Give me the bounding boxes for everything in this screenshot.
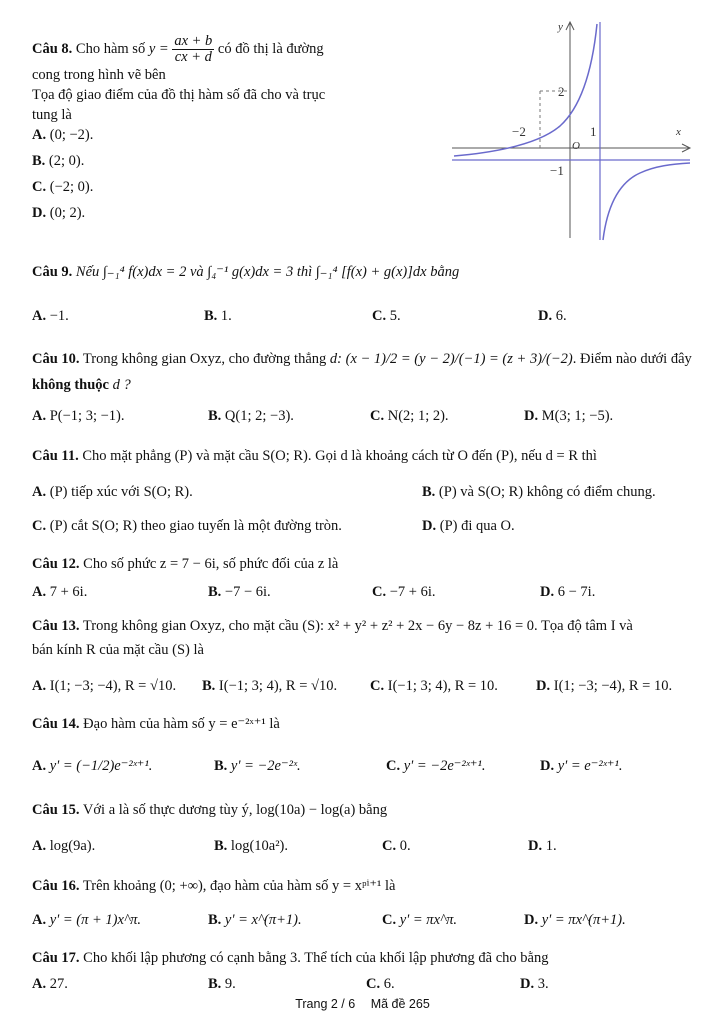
fraction-numerator: ax + b [174, 33, 213, 49]
option-a[interactable]: A. (P) tiếp xúc với S(O; R). [32, 484, 193, 500]
page-footer [0, 997, 725, 1011]
question-label: Câu 17. [32, 950, 80, 966]
option-c[interactable]: C. N(2; 1; 2). [370, 408, 449, 424]
question-14 [32, 714, 695, 734]
option-c[interactable]: C. (P) cắt S(O; R) theo giao tuyến là một đường tròn. [32, 518, 342, 534]
question-12 [32, 554, 695, 574]
option-d[interactable]: D. M(3; 1; −5). [524, 408, 614, 424]
q10-options [32, 408, 695, 430]
q11-options-row1 [32, 484, 695, 506]
option-c[interactable]: C. −7 + 6i. [372, 584, 436, 600]
option-a[interactable]: A. 7 + 6i. [32, 584, 88, 600]
option-c[interactable]: C. (−2; 0). [32, 179, 94, 195]
option-b[interactable]: B. 1. [204, 308, 232, 324]
question-text: Cho hàm số [75, 40, 146, 57]
q11-options-row2 [32, 518, 695, 540]
question-16 [32, 876, 695, 896]
option-a[interactable]: A. 27. [32, 976, 68, 992]
option-b[interactable]: B. 9. [208, 976, 236, 992]
option-d[interactable]: D. 1. [528, 838, 557, 854]
q8-options [32, 122, 232, 226]
option-a[interactable]: A. (0; −2). [32, 127, 94, 143]
option-a[interactable]: A. y' = (π + 1)x^π. [32, 912, 141, 928]
question-label: Câu 14. [32, 716, 80, 732]
option-c[interactable]: C. I(−1; 3; 4), R = 10. [370, 678, 498, 694]
function-fraction [172, 34, 214, 65]
question-text: có đồ thị là đường [217, 40, 324, 57]
question-text: Trên khoảng (0; +∞), đạo hàm của hàm số y = xᵖⁱ⁺¹ là [82, 878, 396, 894]
question-text: Tọa độ giao điểm của đồ thị hàm số đã cho và trục [32, 87, 326, 103]
question-text: d ? [112, 377, 131, 393]
option-c[interactable]: C. 6. [366, 976, 395, 992]
tick-label: −1 [550, 163, 564, 178]
question-text: Trong không gian Oxyz, cho mặt cầu (S): x² + y² + z² + 2x − 6y − 8z + 16 = 0. Tọa độ tâm I và [82, 618, 633, 634]
option-d[interactable]: D. 6 − 7i. [540, 584, 596, 600]
x-axis-label: x [676, 126, 681, 138]
question-label: Câu 10. [32, 351, 80, 367]
option-d[interactable]: D. y' = e⁻²ˣ⁺¹. [540, 758, 623, 774]
option-c[interactable]: C. y' = −2e⁻²ˣ⁺¹. [386, 758, 486, 774]
option-d[interactable]: D. y' = πx^(π+1). [524, 912, 626, 928]
question-13 [32, 614, 695, 662]
q9-options [32, 308, 695, 330]
question-17 [32, 948, 695, 968]
question-text: . Điểm nào dưới đây [572, 351, 692, 367]
question-text: tung là [32, 107, 72, 123]
option-a[interactable]: A. y' = (−1/2)e⁻²ˣ⁺¹. [32, 758, 153, 774]
question-label: Câu 13. [32, 618, 80, 634]
question-text: Với a là số thực dương tùy ý, log(10a) − log(a) bằng [82, 802, 388, 818]
exam-code: Mã đề 265 [370, 997, 430, 1011]
option-a[interactable]: A. −1. [32, 308, 69, 324]
fraction-denominator: cx + d [174, 49, 212, 65]
question-text: Trong không gian Oxyz, cho đường thẳng [82, 351, 327, 367]
option-d[interactable]: D. (P) đi qua O. [422, 518, 515, 534]
option-b[interactable]: B. (2; 0). [32, 153, 85, 169]
tick-label: 1 [590, 124, 597, 139]
question-text: Nếu ∫₋₁⁴ f(x)dx = 2 và ∫₄⁻¹ g(x)dx = 3 thì ∫₋₁⁴ [f(x) + g(x)]dx bằng [75, 264, 460, 280]
q12-options [32, 584, 695, 606]
question-emphasis: không thuộc [32, 377, 109, 393]
q13-options [32, 678, 695, 700]
option-b[interactable]: B. −7 − 6i. [208, 584, 271, 600]
option-d[interactable]: D. 6. [538, 308, 567, 324]
question-15 [32, 800, 695, 820]
q15-options [32, 838, 695, 860]
option-c[interactable]: C. 5. [372, 308, 401, 324]
question-11 [32, 446, 695, 466]
origin-label: O [572, 140, 580, 152]
question-9 [32, 262, 695, 282]
page-number: Trang 2 / 6 [295, 997, 356, 1011]
option-d[interactable]: D. I(1; −3; −4), R = 10. [536, 678, 673, 694]
option-b[interactable]: B. log(10a²). [214, 838, 289, 854]
option-b[interactable]: B. I(−1; 3; 4), R = √10. [202, 678, 338, 694]
tick-label: −2 [512, 124, 526, 139]
option-b[interactable]: B. Q(1; 2; −3). [208, 408, 294, 424]
option-d[interactable]: D. 3. [520, 976, 549, 992]
question-text: Cho số phức z = 7 − 6i, số phức đối của z là [83, 556, 339, 572]
option-a[interactable]: A. P(−1; 3; −1). [32, 408, 125, 424]
option-c[interactable]: C. y' = πx^π. [382, 912, 458, 928]
question-text: Cho khối lập phương có cạnh bằng 3. Thể tích của khối lập phương đã cho bằng [83, 950, 549, 966]
question-text: Đạo hàm của hàm số y = e⁻²ˣ⁺¹ là [83, 716, 280, 732]
function-lhs: y = [148, 40, 169, 57]
option-b[interactable]: B. y' = −2e⁻²ˣ. [214, 758, 301, 774]
question-label: Câu 12. [32, 556, 80, 572]
tick-label: 2 [558, 84, 565, 99]
question-text: cong trong hình vẽ bên [32, 67, 166, 83]
question-8 [32, 34, 372, 125]
question-10 [32, 346, 695, 398]
question-label: Câu 9. [32, 264, 73, 280]
option-c[interactable]: C. 0. [382, 838, 411, 854]
question-label: Câu 11. [32, 448, 79, 464]
question-label: Câu 16. [32, 878, 80, 894]
line-equation: d: (x − 1)/2 = (y − 2)/(−1) = (z + 3)/(−2) [329, 351, 573, 367]
question-text: Cho mặt phẳng (P) và mặt cầu S(O; R). Gọi d là khoảng cách từ O đến (P), nếu d = R thì [82, 448, 597, 464]
question-label: Câu 15. [32, 802, 80, 818]
option-a[interactable]: A. log(9a). [32, 838, 96, 854]
option-b[interactable]: B. y' = x^(π+1). [208, 912, 302, 928]
q16-options [32, 912, 695, 934]
function-graph [440, 18, 695, 243]
question-label: Câu 8. [32, 40, 73, 57]
option-a[interactable]: A. I(1; −3; −4), R = √10. [32, 678, 177, 694]
option-b[interactable]: B. (P) và S(O; R) không có điểm chung. [422, 484, 656, 500]
curve-right-branch [603, 163, 690, 240]
q17-options [32, 976, 695, 998]
question-text: bán kính R của mặt cầu (S) là [32, 642, 204, 658]
q14-options [32, 758, 695, 780]
y-axis-label: y [558, 21, 563, 33]
option-d[interactable]: D. (0; 2). [32, 205, 86, 221]
